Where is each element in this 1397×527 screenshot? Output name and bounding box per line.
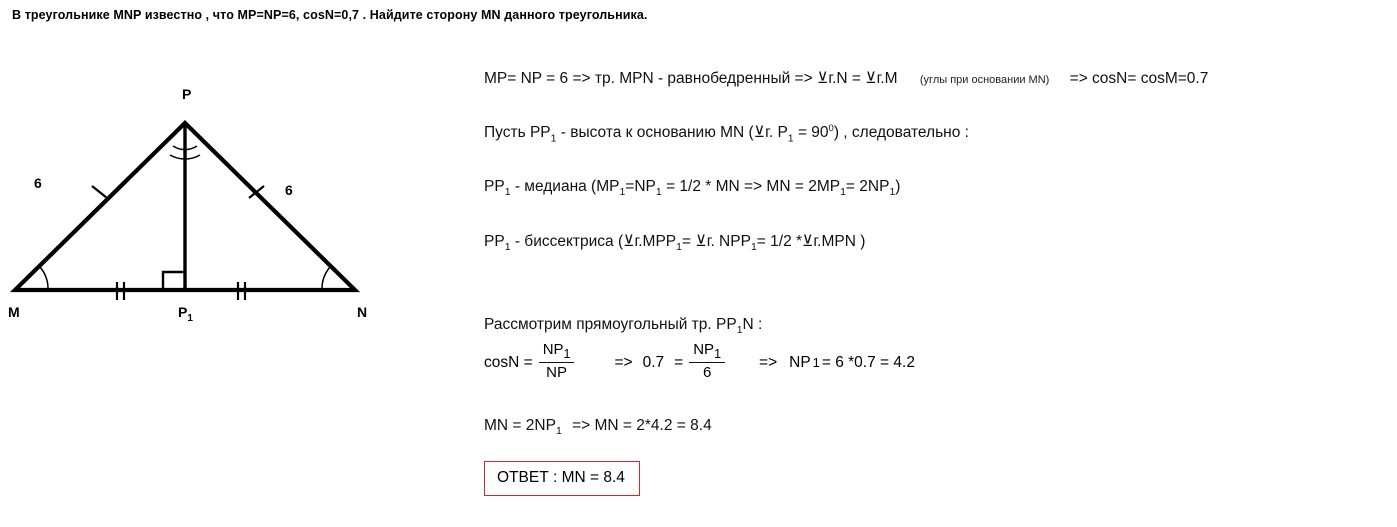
foot-label-p1: $P_1$ (178, 304, 193, 324)
line3-part-c: =NP (625, 178, 656, 196)
page-title: В треугольнике MNP известно , что MP=NP=6, cosN=0,7 . Найдите сторону MN данного треугольника. (12, 8, 648, 22)
line2-sub-1: 1 (550, 131, 557, 144)
line4-sub-2: 1 (676, 241, 682, 254)
triangle-figure (0, 60, 420, 340)
line1-part-a: MP= NP = 6 => тр. MPN - равнобедренный => ⊻г.N = ⊻г.M (484, 70, 898, 87)
solution-line-4 (484, 233, 1384, 254)
tick-mark-left-side (92, 186, 107, 198)
angle-arc-n (322, 267, 330, 290)
fraction-np1-over-np (539, 341, 575, 381)
line3-part-a: PP (484, 178, 505, 196)
line3-part-b: - медиана (MP (514, 178, 620, 196)
line2-part-d: ) , следовательно : (833, 123, 969, 141)
result-part-b: = 6 *0.7 = 4.2 (821, 353, 915, 371)
line7-sub: 1 (555, 424, 562, 437)
line2-part-b: - высота к основанию MN (⊻г. P (560, 123, 788, 141)
vertex-label-m: M (8, 304, 20, 320)
line4-part-b: - биссектриса (⊻г.MPP (514, 233, 677, 251)
line5-part-a: Рассмотрим прямоугольный тр. PP (484, 315, 737, 333)
line5-part-b: N : (742, 315, 763, 333)
answer-box (484, 461, 640, 496)
line4-sub-1: 1 (504, 241, 511, 254)
solution-line-5 (484, 316, 1384, 337)
line3-part-e: = 2NP (845, 178, 890, 196)
line3-part-f: ) (895, 178, 901, 196)
line2-sub-2: 1 (787, 131, 794, 144)
solution-line-3 (484, 178, 1384, 199)
result-part-a: NP (789, 353, 811, 371)
line4-part-a: PP (484, 233, 505, 251)
fraction-numerator-2: $NP_1$ (693, 340, 722, 361)
line1-part-b: => cosN= cosM=0.7 (1069, 70, 1209, 87)
line3-sub-4: 1 (840, 186, 846, 199)
fraction-denominator-1: NP (539, 362, 575, 381)
answer-text: ОТВЕТ : MN = 8.4 (497, 469, 625, 486)
cos-equals: = (674, 353, 684, 371)
line4-part-c: = ⊻г. NPP (681, 233, 751, 251)
cos-arrow-1: => (614, 353, 633, 371)
cos-label: cosN = (484, 353, 533, 371)
solution-line-1 (484, 70, 1384, 89)
triangle-svg (0, 60, 420, 340)
line3-sub-3: 1 (655, 186, 662, 199)
line3-sub-1: 1 (504, 186, 511, 199)
solution-body (484, 70, 1384, 437)
line1-note: (углы при основании MN) (919, 74, 1050, 86)
line3-sub-5: 1 (889, 186, 896, 199)
cos-value: 0.7 (642, 353, 665, 371)
line3-part-d: = 1/2 * MN => MN = 2MP (666, 178, 841, 196)
line4-sub-3: 1 (750, 241, 757, 254)
line7-part-b: => MN = 2*4.2 = 8.4 (572, 416, 712, 434)
solution-line-2 (484, 123, 1384, 145)
solution-line-7 (484, 417, 1384, 438)
fraction-numerator-1: $NP_1$ (542, 340, 571, 361)
line7-part-a: MN = 2NP (484, 416, 556, 434)
line5-sub: 1 (736, 323, 743, 336)
line2-sup: 0 (828, 122, 834, 134)
fraction-np1-over-6 (689, 341, 725, 381)
vertex-label-p: P (182, 86, 192, 102)
solution-cos-equation (484, 340, 1384, 383)
result-sub: 1 (812, 355, 820, 370)
vertex-label-n: N (357, 304, 368, 320)
side-length-left: 6 (34, 175, 42, 191)
side-length-right: 6 (285, 182, 293, 198)
line2-part-c: = 90 (797, 123, 829, 141)
fraction-denominator-2: 6 (689, 362, 725, 381)
right-angle-marker (163, 272, 185, 290)
cos-arrow-2: => (759, 353, 778, 371)
angle-arc-m (40, 267, 48, 290)
line4-part-d: = 1/2 *⊻г.MPN ) (756, 233, 866, 251)
line2-part-a: Пусть PP (484, 123, 551, 141)
line3-sub-2: 1 (619, 186, 626, 199)
